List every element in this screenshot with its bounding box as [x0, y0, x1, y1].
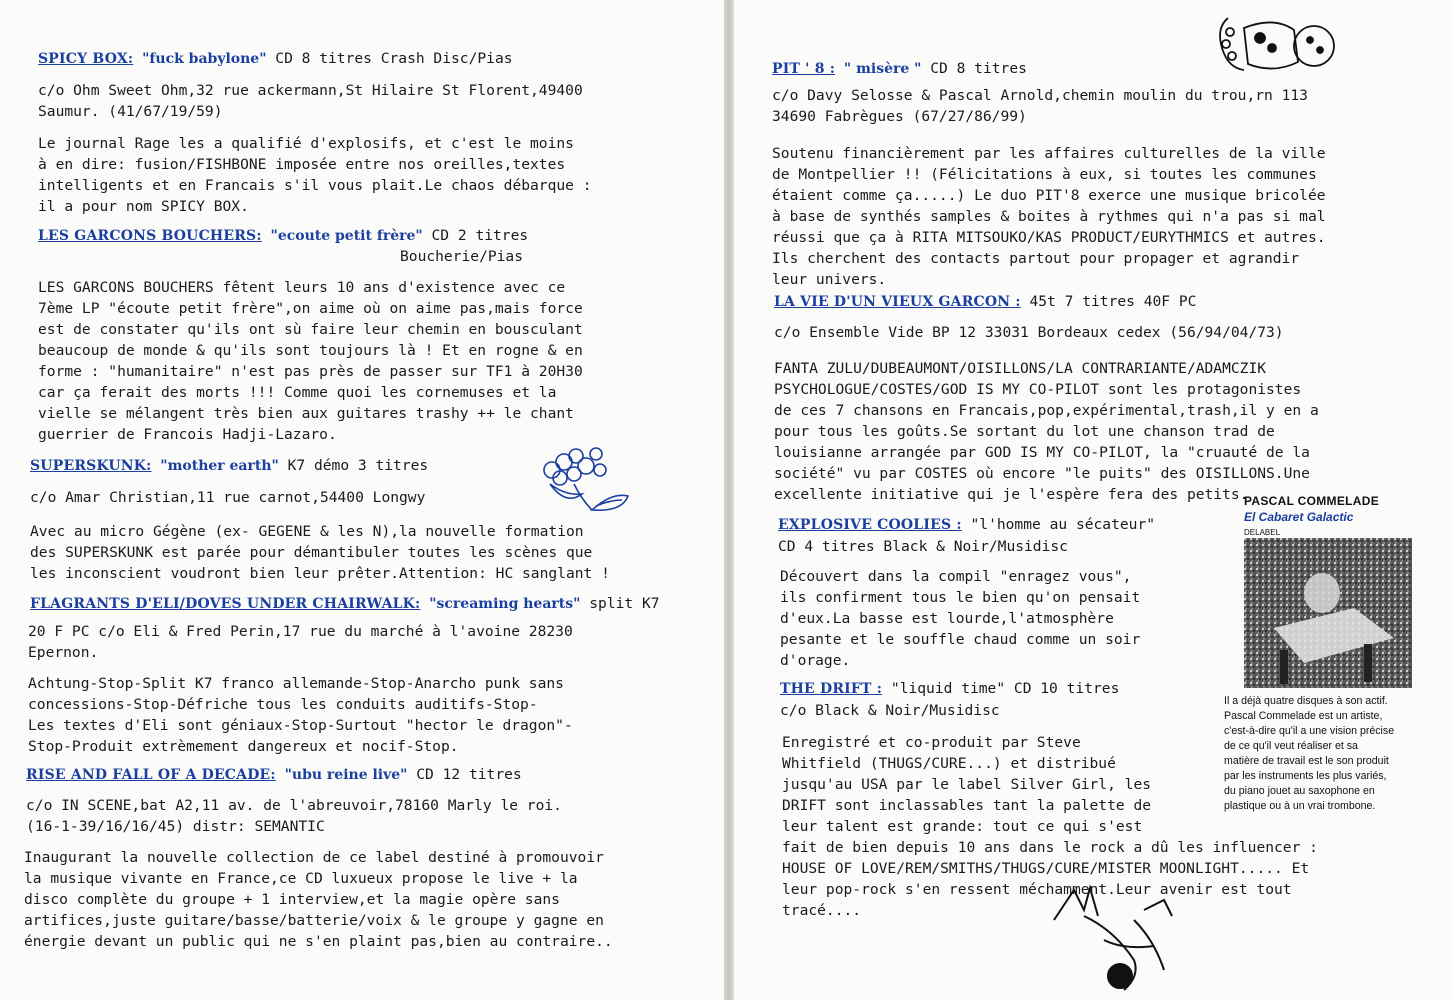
- review-line: Soutenu financièrement par les affaires culturelles de la ville: [772, 145, 1326, 162]
- review-line: Avec au micro Gégène (ex- GEGENE & les N),la nouvelle formation: [30, 523, 584, 540]
- garcons-bouchers-heading: [38, 225, 528, 247]
- caption-line: c'est-à-dire qu'il a une vision précise: [1224, 725, 1395, 737]
- review-line: fait de bien depuis 10 ans dans le rock a dû les influencer :: [782, 839, 1318, 856]
- rise-and-fall-address: [26, 795, 562, 837]
- release-title: "ubu reine live": [284, 767, 408, 783]
- review-line: louisianne arrangée par GOD IS MY CO-PILOT, la "cruauté de la: [774, 444, 1310, 461]
- release-info: CD 2 titres: [422, 227, 529, 244]
- review-line: HOUSE OF LOVE/REM/SMITHS/THUGS/CURE/MISTER MOONLIGHT..... Et: [782, 860, 1310, 877]
- review-line: guerrier de Francois Hadji-Lazaro.: [38, 426, 337, 443]
- review-line: d'orage.: [780, 652, 851, 669]
- address-line: 34690 Fabrègues (67/27/86/99): [772, 108, 1027, 125]
- review-line: 7ème LP "écoute petit frère",on aime où on aime pas,mais force: [38, 300, 583, 317]
- band-name: FLAGRANTS D'ELI/DOVES UNDER CHAIRWALK:: [30, 596, 421, 612]
- band-name: SUPERSKUNK:: [30, 458, 152, 474]
- album-cover-photo: [1244, 494, 1444, 688]
- superskunk-address: [30, 487, 425, 508]
- release-title: "mother earth": [160, 458, 279, 474]
- figure-illustration: [1044, 880, 1194, 996]
- superskunk-review: [30, 521, 610, 584]
- review-line: leur talent est grande: tout ce qui s'est: [782, 818, 1143, 835]
- release-info: "liquid time" CD 10 titres: [882, 680, 1120, 697]
- band-name: LES GARCONS BOUCHERS:: [38, 228, 262, 244]
- review-line: DRIFT sont inclassables tant la palette de: [782, 797, 1152, 814]
- review-line: artifices,juste guitare/basse/batterie/voix & le groupe y gagne en: [24, 912, 604, 929]
- caption-line: par les instruments les plus variés,: [1224, 770, 1387, 782]
- release-title: "screaming hearts": [429, 596, 581, 612]
- flagrants-deli-address: [28, 621, 573, 663]
- review-line: tracé....: [782, 902, 862, 919]
- release-info: CD 8 titres Crash Disc/Pias: [266, 50, 513, 67]
- address-line: c/o Davy Selosse & Pascal Arnold,chemin moulin du trou,rn 113: [772, 87, 1308, 104]
- the-drift-heading: [780, 678, 1119, 700]
- review-line: Ils cherchent des contacts partout pour propager et agrandir: [772, 250, 1300, 267]
- review-line: les inconscient voudront bien leur prêter.Attention: HC sanglant !: [30, 565, 610, 582]
- band-name: RISE AND FALL OF A DECADE:: [26, 767, 276, 783]
- review-line: vielle se mélangent très bien aux guitares trashy ++ le chant: [38, 405, 574, 422]
- review-line: excellente initiative qui je l'espère fera des petits.: [774, 486, 1249, 503]
- address-line: c/o Amar Christian,11 rue carnot,54400 Longwy: [30, 489, 426, 506]
- address-line: c/o IN SCENE,bat A2,11 av. de l'abreuvoir,78160 Marly le roi.: [26, 797, 562, 814]
- vieux-garcon-address: [774, 322, 1284, 343]
- label-name: Boucherie/Pias: [400, 248, 524, 265]
- review-line: Les textes d'Eli sont géniaux-Stop-Surtout "hector le dragon"-: [28, 717, 573, 734]
- caption-line: du piano jouet au saxophone en: [1224, 785, 1375, 797]
- address-line: 20 F PC c/o Eli & Fred Perin,17 rue du marché à l'avoine 28230: [28, 623, 573, 640]
- review-line: à base de synthés samples & boites à rythmes qui n'a pas si mal: [772, 208, 1326, 225]
- review-line: la musique vivante en France,ce CD luxueux propose le live + la: [24, 870, 578, 887]
- caption-line: Il a déjà quatre disques à son actif.: [1224, 695, 1388, 707]
- superskunk-heading: [30, 455, 428, 477]
- release-info: split K7: [580, 595, 660, 612]
- spicy-box-heading: [38, 48, 513, 70]
- photo-header: PASCAL COMMELADE: [1244, 494, 1380, 508]
- release-info: CD 12 titres: [407, 766, 522, 783]
- release-info: K7 démo 3 titres: [278, 457, 429, 474]
- spicy-box-review: [38, 133, 592, 217]
- flagrants-deli-heading: [30, 593, 660, 615]
- photo-label: DELABEL: [1244, 528, 1281, 537]
- release-info: 45t 7 titres 40F PC: [1020, 293, 1197, 310]
- band-name: LA VIE D'UN VIEUX GARCON :: [774, 294, 1021, 310]
- release-title: "ecoute petit frère": [270, 228, 423, 244]
- band-name: THE DRIFT :: [780, 681, 883, 697]
- review-line: énergie devant un public qui ne s'en plaint pas,bien au contraire..: [24, 933, 613, 950]
- spicy-box-address: [38, 80, 583, 122]
- review-line: pesante et le souffle chaud comme un soir: [780, 631, 1141, 648]
- explosive-coolies-review: [780, 566, 1140, 671]
- release-info: CD 8 titres: [921, 60, 1027, 77]
- review-line: jusqu'au USA par le label Silver Girl, les: [782, 776, 1152, 793]
- review-line: société" vu par COSTES où encore "le puits" des OISILLONS.Une: [774, 465, 1310, 482]
- review-line: ils confirment tous le bien qu'on pensait: [780, 589, 1141, 606]
- review-line: Stop-Produit extrèmement dangereux et nocif-Stop.: [28, 738, 459, 755]
- right-page: [734, 0, 1451, 1000]
- pit8-heading: [772, 58, 1027, 80]
- band-name: PIT ' 8 :: [772, 61, 836, 77]
- rise-and-fall-review: [24, 847, 613, 952]
- left-page: [0, 0, 724, 1000]
- review-line: pour tous les goûts.Se sortant du lot une chanson trad de: [774, 423, 1275, 440]
- review-line: leur pop-rock s'en ressent méchamment.Leur avenir est tout: [782, 881, 1292, 898]
- address-line: c/o Ensemble Vide BP 12 33031 Bordeaux cedex (56/94/04/73): [774, 324, 1284, 341]
- pit8-review: [772, 143, 1326, 290]
- review-line: il a pour nom SPICY BOX.: [38, 198, 249, 215]
- review-line: Le journal Rage les a qualifié d'explosifs, et c'est le moins: [38, 135, 574, 152]
- release-info: CD 4 titres Black & Noir/Musidisc: [778, 538, 1068, 555]
- caption-line: matière de travail est le son produit: [1224, 755, 1389, 767]
- band-name: SPICY BOX:: [38, 51, 134, 67]
- rise-and-fall-heading: [26, 764, 522, 786]
- photo-subheader: El Cabaret Galactic: [1244, 510, 1354, 524]
- garcons-bouchers-label: [400, 246, 523, 267]
- explosive-coolies-label: [778, 536, 1068, 557]
- page-gutter: [724, 0, 734, 1000]
- caption-line: plastique ou à un vrai trombone.: [1224, 800, 1376, 812]
- pit8-address: [772, 85, 1308, 127]
- review-line: PSYCHOLOGUE/COSTES/GOD IS MY CO-PILOT sont les protagonistes: [774, 381, 1302, 398]
- caption-line: Pascal Commelade est un artiste,: [1224, 710, 1383, 722]
- review-line: intelligents et en Francais s'il vous plait.Le chaos débarque :: [38, 177, 592, 194]
- address-line: c/o Black & Noir/Musidisc: [780, 702, 1000, 719]
- the-drift-address: [780, 700, 1000, 721]
- garcons-bouchers-review: [38, 277, 583, 445]
- address-line: Saumur. (41/67/19/59): [38, 103, 223, 120]
- review-line: forme : "humanitaire" n'est pas près de passer sur TF1 à 20H30: [38, 363, 583, 380]
- release-title: "fuck babylone": [142, 51, 267, 67]
- address-line: c/o Ohm Sweet Ohm,32 rue ackermann,St Hilaire St Florent,49400: [38, 82, 583, 99]
- review-line: Enregistré et co-produit par Steve: [782, 734, 1081, 751]
- release-title: "l'homme au sécateur": [961, 516, 1156, 533]
- review-line: LES GARCONS BOUCHERS fêtent leurs 10 ans d'existence avec ce: [38, 279, 566, 296]
- review-line: Achtung-Stop-Split K7 franco allemande-Stop-Anarcho punk sans: [28, 675, 564, 692]
- review-line: des SUPERSKUNK est parée pour démantibuler toutes les scènes que: [30, 544, 593, 561]
- review-line: disco complète du groupe + 1 interview,et la magie opère sans: [24, 891, 560, 908]
- photo-image: [1244, 538, 1412, 688]
- vieux-garcon-review: [774, 358, 1319, 505]
- review-line: Whitfield (THUGS/CURE...) et distribué: [782, 755, 1116, 772]
- review-line: FANTA ZULU/DUBEAUMONT/OISILLONS/LA CONTRARIANTE/ADAMCZIK: [774, 360, 1267, 377]
- review-line: concessions-Stop-Défriche tous les conduits auditifs-Stop-: [28, 696, 538, 713]
- flagrants-deli-review: [28, 673, 573, 757]
- address-line: (16-1-39/16/16/45) distr: SEMANTIC: [26, 818, 325, 835]
- review-line: est de constater qu'ils ont sù faire leur chemin en bousculant: [38, 321, 583, 338]
- flower-illustration: [530, 440, 640, 520]
- review-line: d'eux.La basse est lourde,l'atmosphère: [780, 610, 1114, 627]
- address-line: Epernon.: [28, 644, 99, 661]
- review-line: étaient comme ça.....) Le duo PIT'8 exerce une musique bricolée: [772, 187, 1326, 204]
- review-line: à en dire: fusion/FISHBONE imposée entre nos oreilles,textes: [38, 156, 566, 173]
- review-line: de ces 7 chansons en Francais,pop,expérimental,trash,il y en a: [774, 402, 1319, 419]
- review-line: beaucoup de monde & qu'ils sont toujours là ! Et en rogne & en: [38, 342, 583, 359]
- review-line: Inaugurant la nouvelle collection de ce label destiné à promouvoir: [24, 849, 604, 866]
- band-name: EXPLOSIVE COOLIES :: [778, 517, 962, 533]
- review-line: de Montpellier !! (Félicitations à eux, si toutes les communes: [772, 166, 1317, 183]
- review-line: Découvert dans la compil "enragez vous",: [780, 568, 1132, 585]
- review-line: car ça ferait des morts !!! Comme quoi les cornemuses et la: [38, 384, 557, 401]
- caption-line: de ce qu'il veut réaliser et sa: [1224, 740, 1358, 752]
- review-line: leur univers.: [772, 271, 887, 288]
- doodle-illustration: [1214, 8, 1344, 76]
- review-line: réussi que ça à RITA MITSOUKO/KAS PRODUCT/EURYTHMICS et autres.: [772, 229, 1326, 246]
- release-title: " misère ": [843, 61, 922, 77]
- explosive-coolies-heading: [778, 514, 1155, 536]
- vieux-garcon-heading: [774, 291, 1196, 313]
